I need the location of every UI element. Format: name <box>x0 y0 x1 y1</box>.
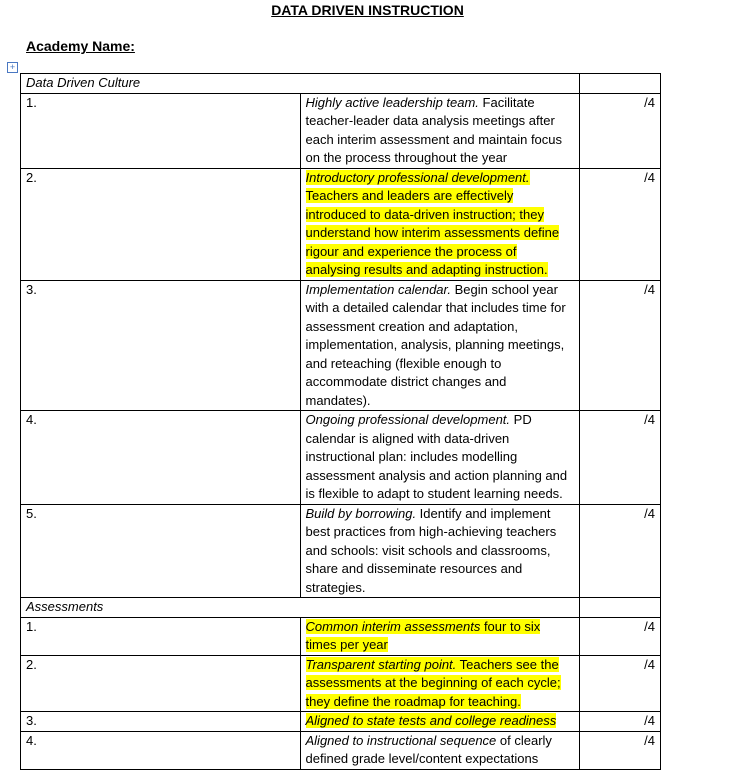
criterion-score: /4 <box>580 617 661 655</box>
criterion-score: /4 <box>580 655 661 712</box>
criterion-detail: four to six times per year <box>305 618 541 652</box>
criterion-description <box>300 411 580 505</box>
criterion-detail: Teachers and leaders are effectively introduced to data-driven instruction; they understand how interim assessments define rigour and experience the process of analysing results and adapting instruction. <box>305 188 560 277</box>
section-name: Assessments <box>21 598 580 618</box>
criterion-row <box>21 655 661 712</box>
criterion-lead: Common interim assessments <box>305 618 481 634</box>
criterion-lead: Implementation calendar. <box>305 281 451 297</box>
criterion-number: 2. <box>21 655 301 712</box>
criterion-description <box>300 712 580 732</box>
criterion-score: /4 <box>580 168 661 280</box>
academy-name-label: Academy Name: <box>26 38 135 54</box>
criterion-description <box>300 504 580 598</box>
criterion-row <box>21 617 661 655</box>
criterion-detail: Teachers see the assessments at the beginning of each cycle; they define the roadmap for teaching. <box>305 656 561 709</box>
criterion-score: /4 <box>580 93 661 168</box>
criterion-text <box>306 657 561 709</box>
criterion-text <box>306 619 541 653</box>
criterion-score: /4 <box>580 504 661 598</box>
criterion-description <box>300 655 580 712</box>
criterion-score: /4 <box>580 731 661 769</box>
criterion-row <box>21 712 661 732</box>
criterion-description <box>300 731 580 769</box>
criterion-text <box>306 282 566 408</box>
criterion-lead: Introductory professional development. <box>305 169 530 185</box>
criterion-detail: Facilitate teacher-leader data analysis meetings after each interim assessment and maintain focus on the process throughout the year <box>305 94 563 165</box>
criterion-text <box>306 170 560 278</box>
criterion-lead: Ongoing professional development. <box>305 412 511 427</box>
criterion-number: 4. <box>21 731 301 769</box>
criterion-text <box>306 412 568 501</box>
criterion-number: 3. <box>21 280 301 411</box>
section-header-row <box>21 598 661 618</box>
section-score-cell <box>580 598 661 618</box>
criterion-number: 1. <box>21 617 301 655</box>
criterion-number: 3. <box>21 712 301 732</box>
criterion-detail: Begin school year with a detailed calendar that includes time for assessment creation and adaptation, implementation, analysis, planning meetings, and reteaching (flexible enough to accommodate district changes and mandates). <box>305 281 566 408</box>
criterion-lead: Build by borrowing. <box>305 505 417 521</box>
criterion-description <box>300 280 580 411</box>
criterion-lead: Transparent starting point. <box>305 656 457 672</box>
criterion-detail: of clearly defined grade level/content expectations <box>305 732 552 766</box>
criterion-row <box>21 93 661 168</box>
criterion-score: /4 <box>580 411 661 505</box>
section-score-cell <box>580 74 661 94</box>
criterion-detail: PD calendar is aligned with data-driven instructional plan: includes modelling assessment analysis and action planning and is flexible to adapt to student learning needs. <box>305 412 568 501</box>
document-title: DATA DRIVEN INSTRUCTION <box>271 2 464 18</box>
criterion-row <box>21 411 661 505</box>
criterion-row <box>21 280 661 411</box>
criterion-text <box>306 95 563 166</box>
criterion-row <box>21 168 661 280</box>
criterion-lead: Aligned to instructional sequence <box>305 732 497 748</box>
criterion-description <box>300 93 580 168</box>
criterion-lead: Aligned to state tests and college readiness <box>305 713 557 728</box>
criterion-description <box>300 617 580 655</box>
criterion-score: /4 <box>580 280 661 411</box>
criterion-number: 2. <box>21 168 301 280</box>
criterion-row <box>21 504 661 598</box>
criterion-number: 5. <box>21 504 301 598</box>
criterion-number: 4. <box>21 411 301 505</box>
criterion-number: 1. <box>21 93 301 168</box>
criterion-text <box>306 506 557 595</box>
rubric-table <box>20 73 661 770</box>
move-handle-icon[interactable]: + <box>7 62 18 73</box>
criterion-score: /4 <box>580 712 661 732</box>
criterion-description <box>300 168 580 280</box>
criterion-lead: Highly active leadership team. <box>305 94 479 110</box>
criterion-text <box>306 713 557 728</box>
criterion-row <box>21 731 661 769</box>
criterion-text <box>306 733 552 767</box>
section-header-row <box>21 74 661 94</box>
section-name: Data Driven Culture <box>21 74 580 94</box>
criterion-detail: Identify and implement best practices from high-achieving teachers and schools: visit schools and classrooms, share and disseminate resources and strategies. <box>305 505 557 595</box>
